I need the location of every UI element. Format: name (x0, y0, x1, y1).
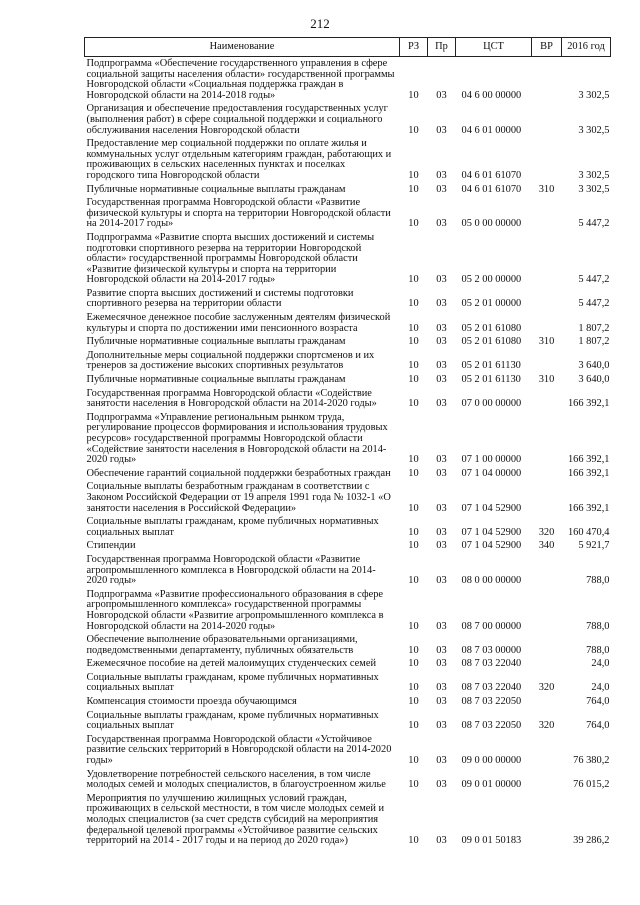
row-pr: 03 (436, 502, 447, 514)
table-row (85, 792, 611, 848)
row-name: Государственная программа Новгородской области «Устойчивое развитие сельских территорий в Новгородской области на 2014-2020 годы» (86, 733, 392, 767)
row-amount: 76 015,2 (573, 779, 610, 791)
row-pr: 03 (436, 720, 447, 732)
row-cst: 08 7 03 00000 (461, 644, 522, 656)
table-row (85, 137, 611, 182)
header-pr: Пр (428, 38, 456, 57)
row-name: Ежемесячное денежное пособие заслуженным деятелям физической культуры и спорта по достижении ими пенсионного возраста (86, 312, 391, 334)
table-row (85, 231, 611, 287)
row-cst: 05 2 00 00000 (461, 274, 522, 286)
row-rz: 10 (408, 374, 419, 386)
row-rz: 10 (408, 755, 419, 767)
row-rz: 10 (408, 124, 419, 136)
table-row (85, 183, 611, 197)
row-cst: 07 1 04 52900 (461, 526, 522, 538)
row-cst: 08 7 03 22050 (461, 720, 522, 732)
row-name: Подпрограмма «Управление региональным рынком труда, регулирование процессов формирования и использования трудовых ресурсов» государственной программы Новгородской области «Содействие занятости населения в Новгородской области на 2014-2020 годы» (86, 411, 388, 466)
row-rz: 10 (408, 658, 419, 670)
row-vr (532, 349, 562, 373)
header-rz: РЗ (400, 38, 428, 57)
page-number: 212 (310, 16, 330, 31)
row-vr: 320 (538, 682, 555, 694)
row-pr: 03 (436, 467, 447, 479)
row-name: Публичные нормативные социальные выплаты гражданам (86, 183, 346, 195)
row-cst: 04 6 01 61070 (461, 183, 522, 195)
row-name: Публичные нормативные социальные выплаты гражданам (86, 374, 346, 386)
row-name: Подпрограмма «Развитие спорта высших достижений и системы подготовки спортивного резерва на территории Новгородской области» государственной программы Новгородской области «Развитие физической культуры и спорта на территории Новгородской области на 2014-2017 годы» (86, 231, 375, 286)
table-row (85, 768, 611, 792)
table-row (85, 335, 611, 349)
row-amount: 166 392,1 (567, 454, 610, 466)
row-name: Государственная программа Новгородской области «Развитие физической культуры и спорта на территории Новгородской области на 2014-2017 годы» (86, 197, 391, 230)
row-amount: 788,0 (586, 644, 610, 656)
row-vr (532, 633, 562, 657)
row-cst: 07 0 00 00000 (461, 398, 522, 410)
row-name: Социальные выплаты гражданам, кроме публичных нормативных социальных выплат (86, 671, 379, 694)
row-rz: 10 (408, 169, 419, 181)
table-row (85, 467, 611, 481)
table-row (85, 657, 611, 671)
row-cst: 05 2 01 61130 (461, 374, 521, 386)
row-vr (532, 588, 562, 633)
row-pr: 03 (436, 755, 447, 767)
table-row (85, 349, 611, 373)
row-name: Предоставление мер социальной поддержки по оплате жилья и коммунальных услуг отдельным категориям граждан, работающих и проживающих в сельских населенных пунктах и поселках городского типа Новгородской области (86, 138, 392, 181)
row-rz: 10 (408, 336, 419, 348)
row-rz: 10 (408, 575, 419, 587)
row-vr (532, 287, 562, 311)
table-row (85, 633, 611, 657)
row-vr (532, 768, 562, 792)
row-rz: 10 (408, 696, 419, 708)
row-amount: 1 807,2 (578, 336, 610, 348)
row-amount: 5 921,7 (578, 540, 610, 552)
row-name: Обеспечение выполнение образовательными организациями, подведомственными департаменту, публичных обязательств (86, 634, 358, 656)
row-pr: 03 (436, 575, 447, 587)
row-rz: 10 (408, 620, 419, 632)
table-row (85, 695, 611, 709)
row-rz: 10 (408, 526, 419, 538)
row-name: Публичные нормативные социальные выплаты гражданам (86, 336, 346, 348)
row-amount: 166 392,1 (567, 467, 610, 479)
row-rz: 10 (408, 467, 419, 479)
row-cst: 08 7 03 22050 (461, 696, 522, 708)
table-row (85, 196, 611, 231)
row-name: Дополнительные меры социальной поддержки спортсменов и их тренеров за достижение высоких спортивных результатов (86, 349, 375, 372)
row-cst: 05 2 01 61080 (461, 322, 522, 334)
budget-table (84, 37, 611, 848)
row-cst: 08 7 03 22040 (461, 682, 522, 694)
row-pr: 03 (436, 322, 447, 334)
row-vr (532, 196, 562, 231)
row-pr: 03 (436, 540, 447, 552)
row-name: Обеспечение гарантий социальной поддержки безработных граждан (86, 467, 391, 479)
row-vr (532, 695, 562, 709)
row-pr: 03 (436, 89, 447, 101)
row-name: Подпрограмма «Развитие профессионального образования в сфере агропромышленного комплекса» государственной программы Новгородской области «Развитие агропромышленного комплекса в Новгородской области на 2014-2020 годы» (86, 588, 384, 632)
row-rz: 10 (408, 298, 419, 310)
row-amount: 764,0 (586, 696, 610, 708)
header-cst: ЦСТ (456, 38, 532, 57)
row-cst: 04 6 00 00000 (461, 89, 522, 101)
row-cst: 05 2 01 00000 (461, 298, 522, 310)
row-name: Подпрограмма «Обеспечение государственного управления в сфере социальной защиты населения области» государственной программы Новгородской области «Социальная поддержка граждан в Новгородской области на 2014-2018 годы» (86, 58, 395, 101)
row-pr: 03 (436, 779, 447, 791)
table-row (85, 102, 611, 137)
row-rz: 10 (408, 218, 419, 230)
row-pr: 03 (436, 526, 447, 538)
row-name: Компенсация стоимости проезда обучающимся (86, 696, 297, 708)
table-row (85, 539, 611, 553)
row-name: Стипендии (86, 540, 136, 552)
row-cst: 09 0 01 50183 (461, 835, 522, 847)
row-pr: 03 (436, 658, 447, 670)
row-cst: 08 7 00 00000 (461, 620, 522, 632)
row-amount: 764,0 (586, 720, 610, 732)
row-amount: 3 640,0 (578, 374, 610, 386)
row-pr: 03 (436, 124, 447, 136)
row-amount: 24,0 (591, 658, 610, 670)
row-name: Социальные выплаты гражданам, кроме публичных нормативных социальных выплат (86, 516, 379, 538)
row-vr (532, 102, 562, 137)
row-vr: 320 (538, 526, 555, 538)
row-name: Удовлетворение потребностей сельского населения, в том числе молодых семей и молодых специалистов, в благоустроенном жилье (86, 768, 386, 791)
row-rz: 10 (408, 398, 419, 410)
row-pr: 03 (436, 835, 447, 847)
header-name: Наименование (85, 38, 400, 57)
row-rz: 10 (408, 502, 419, 514)
table-row (85, 387, 611, 411)
row-vr (532, 311, 562, 335)
table-row (85, 709, 611, 733)
row-rz: 10 (408, 644, 419, 656)
row-rz: 10 (408, 360, 419, 372)
table-row (85, 671, 611, 695)
row-rz: 10 (408, 540, 419, 552)
row-cst: 04 6 01 61070 (461, 169, 522, 181)
row-rz: 10 (408, 454, 419, 466)
row-amount: 24,0 (591, 682, 610, 694)
row-vr: 310 (538, 336, 555, 348)
row-cst: 07 1 04 52900 (461, 502, 522, 514)
row-cst: 05 0 00 00000 (461, 218, 522, 230)
row-cst: 08 0 00 00000 (461, 575, 522, 587)
row-amount: 1 807,2 (578, 322, 610, 334)
row-vr (532, 57, 562, 103)
row-name: Развитие спорта высших достижений и системы подготовки спортивного резерва на территории области (86, 287, 354, 310)
row-cst: 05 2 01 61130 (461, 360, 521, 372)
row-cst: 09 0 01 00000 (461, 779, 522, 791)
row-amount: 76 380,2 (573, 755, 610, 767)
row-amount: 166 392,1 (567, 502, 610, 514)
table-row (85, 373, 611, 387)
row-pr: 03 (436, 374, 447, 386)
row-amount: 5 447,2 (578, 274, 610, 286)
row-amount: 788,0 (586, 620, 610, 632)
row-name: Организация и обеспечение предоставления государственных услуг (выполнения работ) в сфере социальной поддержки и социального обслуживания населения Новгородской области (86, 103, 388, 136)
row-cst: 07 1 00 00000 (461, 454, 522, 466)
row-vr (532, 480, 562, 515)
row-amount: 3 302,5 (578, 169, 610, 181)
row-rz: 10 (408, 274, 419, 286)
row-name: Государственная программа Новгородской области «Содействие занятости населения в Новгородской области на 2014-2020 годы» (86, 387, 377, 410)
row-amount: 166 392,1 (567, 398, 610, 410)
table-row (85, 311, 611, 335)
row-amount: 3 302,5 (578, 183, 610, 195)
row-cst: 08 7 03 22040 (461, 658, 522, 670)
row-rz: 10 (408, 835, 419, 847)
row-vr (532, 137, 562, 182)
row-rz: 10 (408, 720, 419, 732)
row-name: Ежемесячное пособие на детей малоимущих студенческих семей (86, 658, 377, 670)
row-amount: 788,0 (586, 575, 610, 587)
table-row (85, 480, 611, 515)
row-amount: 3 640,0 (578, 360, 610, 372)
row-cst: 07 1 04 00000 (461, 467, 522, 479)
row-name: Социальные выплаты гражданам, кроме публичных нормативных социальных выплат (86, 709, 379, 732)
row-pr: 03 (436, 398, 447, 410)
row-vr (532, 657, 562, 671)
row-amount: 5 447,2 (578, 298, 610, 310)
row-name: Мероприятия по улучшению жилищных условий граждан, проживающих в сельской местности, в том числе молодых семей и молодых специалистов (за счет средств субсидий на мероприятия федеральной целевой программы «Устойчивое развитие сельских территорий на 2014 - 2017 годы и на период до 2020 года») (86, 792, 385, 847)
row-pr: 03 (436, 298, 447, 310)
table-header-row (85, 38, 611, 57)
table-row (85, 57, 611, 103)
header-vr: ВР (532, 38, 562, 57)
row-vr (532, 411, 562, 467)
row-rz: 10 (408, 89, 419, 101)
row-pr: 03 (436, 644, 447, 656)
row-pr: 03 (436, 360, 447, 372)
row-vr (532, 792, 562, 848)
row-vr: 340 (538, 540, 555, 552)
table-row (85, 515, 611, 539)
row-amount: 3 302,5 (578, 89, 610, 101)
row-cst: 07 1 04 52900 (461, 540, 522, 552)
table-row (85, 733, 611, 768)
row-pr: 03 (436, 336, 447, 348)
row-cst: 09 0 00 00000 (461, 755, 522, 767)
row-pr: 03 (436, 218, 447, 230)
row-rz: 10 (408, 183, 419, 195)
row-pr: 03 (436, 454, 447, 466)
row-pr: 03 (436, 169, 447, 181)
header-amount: 2016 год (562, 38, 611, 57)
row-pr: 03 (436, 620, 447, 632)
table-row (85, 287, 611, 311)
row-rz: 10 (408, 322, 419, 334)
row-amount: 160 470,4 (567, 526, 610, 538)
row-vr: 310 (538, 183, 555, 195)
row-pr: 03 (436, 183, 447, 195)
row-cst: 04 6 01 00000 (461, 124, 522, 136)
row-vr: 310 (538, 374, 555, 386)
table-row (85, 588, 611, 633)
row-vr: 320 (538, 720, 555, 732)
row-pr: 03 (436, 682, 447, 694)
row-vr (532, 553, 562, 588)
row-name: Социальные выплаты безработным гражданам в соответствии с Законом Российской Федерации от 19 апреля 1991 года № 1032-1 «О занятости населения в Российской Федерации» (86, 481, 391, 514)
row-amount: 39 286,2 (573, 835, 610, 847)
row-vr (532, 467, 562, 481)
table-row (85, 553, 611, 588)
table-row (85, 411, 611, 467)
row-vr (532, 387, 562, 411)
row-pr: 03 (436, 696, 447, 708)
row-cst: 05 2 01 61080 (461, 336, 522, 348)
row-rz: 10 (408, 682, 419, 694)
row-pr: 03 (436, 274, 447, 286)
row-vr (532, 733, 562, 768)
row-name: Государственная программа Новгородской области «Развитие агропромышленного комплекса в Новгородской области на 2014-2020 годы» (86, 553, 376, 587)
row-vr (532, 231, 562, 287)
row-rz: 10 (408, 779, 419, 791)
row-amount: 5 447,2 (578, 218, 610, 230)
row-amount: 3 302,5 (578, 124, 610, 136)
